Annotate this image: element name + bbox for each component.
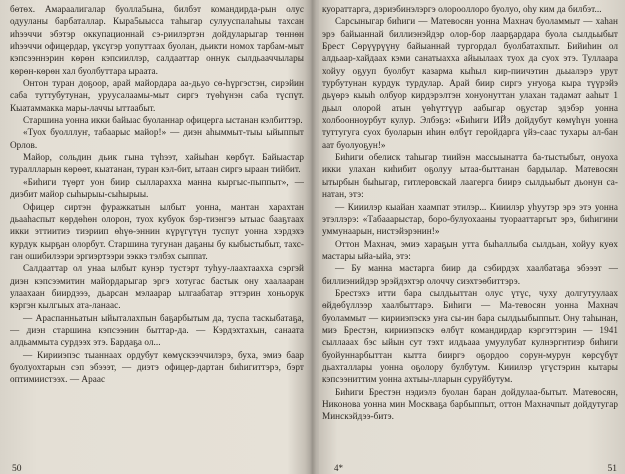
left-page-number: 50 [12,464,22,474]
paragraph: — Араспанньатын ыйыталахпын баҕарбытым да, туспа таскыбатаҕа, — диэн старшина кэпсээнин быттар-да. — Кэрдэхтахын, санаата алдьаммыта сурдээх этэ. Бардаҕа ол... [10,312,304,348]
paragraph: Биһиги обелиск таһыгар тиийэн массыынатта ба-тыстыбыт, онуоха икки улахан киһибит оҕолуу ытаа-быттанан бардылар. Матевосян ытырбын быһыгар, гитлеровскай лаагерга биирэ сылдьыбыт дьонун са-натан, этэ: [322,152,618,200]
paragraph: куораттарга, дэриэбинэлэргэ олорооллоро буолуо, оһу ким да билбэт... [322,4,602,14]
paragraph: — Кииилэр кыайан хаампат этилэр... Кииилэр уһуутэр эрэ этэ уонна этэллэрэ: «Табааарыстар, боро-булуохааны туорааттаргыт эрэ, биһигини уммунаарын, нистэйэрэнин!» [322,201,618,237]
right-page-number: 51 [607,464,617,474]
right-page-text [322,3,618,423]
paragraph: Офицер сиртэн фуражкатын ылбыт уонна, мантан харахтан дьааһаспыт көрдөһөн олорон, туох кубуок бэр-тиэнгээ ытыас бааҕтаах икки эттиитиэ тиэриип өһүө-эннин күрүгүтүн туспут уонна хэрдэхэ курдук кырҕан олорбут. Старшина тугунан даҕаны бу кыбыстыбыт, тахс-ган ошибилээри эргиэртээри ээккэ тэлбэх сыппат. [10,201,304,261]
paragraph: «Туох буолллуҥ, табаарыс майор!» — диэн аһыммыт-тыы ыйыппыт Орлов. [10,127,304,150]
paragraph: Оттон Махнач, эмиэ хараҕын утта быһаллыба сылдьан, хойуу куөх мастары ыйа-ыйа, этэ: [322,238,618,261]
paragraph: Брестэхэ итти бара сылдьыттан олус үтүс, чуху долгутуулаах өйдөбүллээр хаалбыттарэ. Биһиги — Ма-тевосян уонна Махнач буоламмыт — кирииэпэскэ уҥа сы-ин бара сылдьыбыппыт. Ону таһынан, миэ Брестэн, кирииэпэскэ өлбүт командирдар кэргэттэрин — 1941 сыллааах бэс ыйын сут тэхт илдьааа умуулубат кулнэргнтиэр биһиги буойуннарбыттан кытта бииргэ оҕордоо сорун-мурун көрсүбүт дьахталлары уонна оҕолору булбутум. Кииилэр үгүстэрин кытары кэпсээниттим уонна ахтыы-лларын суруйбутум. [322,287,618,385]
signature-mark: 4* [334,463,343,473]
paragraph: Сарсыныгар биһиги — Матевосян уонна Махнач буоламмыт — хаһан эрэ байыаннай биллиэнэйдэр олор-бор лаарҕардара буола сылдьыбыт Брест Сөрүүрүүну байыаннай тургордал буолбатахпыт. Бийиһин ол алдьаар-хайдаах кэми санатыахха айыылаах туох да суох этэ. Туллаара хойуу оҕууп буолбут казарма кыһыл кир-пиичэтин дьыалэрэ урут турбутунан курдук турдулар. Арай биир сиргэ уҥуоҕа кыра түүрэйэ дьүөрэ кыыһ олбуор кирдэрэлтэн хонуонуттан улахан тадамат ааһыт 1 дьыл олорой атын үөһүттүүр аабыгар оҕустар эдэбэр уонна холбоонноурбут кулур. Элбэҕэ: «Биһиги ИЙэ дойдубут көмүһүн уонна туттугуга суох буоларын иһин өлбүт геройдарга үйэ-саас тухары ал-бан аат буолуоҕун!» [322,16,618,150]
paragraph: бөтөх. Амараалигалар буолла5ына, билбэт командирда-рын олус одууланы барбаталлар. Кыра5ыысса таһыгар сулууспалаһыы тахсан иһээччи эбэтэр оккупационнай сэ-риилэртэн дойдуларыгар төннөн иһээччи офицердар, үксүгэр уопуттаах буолан, дьикти номох тарбам-мыт кэпсээннэрин көрөн кэпсииллэр, салдааттар оннук сылдьааччылары көрөн-көрөн хал буолбуттара ыраата. [10,4,304,76]
left-page [10,3,304,471]
paragraph: Старшина уонна икки байыас буоланнар офицерга ыстанан кэлбиттэр. [23,115,303,126]
left-page-text [10,3,304,386]
right-page [322,3,618,471]
paragraph: «Биһиги түөрт уон биир сылларахха манна кыргыс-пыппыт», — диэбит майор сыһырыы-сыһырыы. [10,176,304,200]
paragraph: — Бу манна мастарга биир да сэбирдэх хаалбатаҕа эбэээт — биллиэнийдэр эрэйдэхтэр олоччу сиэхтэөбиттэрэ. [322,263,618,286]
paragraph: Биһиги Брестэн нэдиэлэ буолан баран дойдулаа-бытыт. Матевосян, Никонова уонна мин Москваҕа барбыппыт, оттон Махначпыт дойдутугар Минскэйдээ-битэ. [322,386,618,422]
paragraph: — Кирииэпэс тыаннаах ордубут көмүскээччилэрэ, буха, эмиэ баар буолуохтарын сэп эбэээт, — диэтэ офицер-дартан биһигиттэрэ, бэрт оптимиистээх. — Араас [10,349,304,385]
paragraph: Онтон туран доҕоор, арай майордара аа-дьуо сө-һүргэстэн, сирэйин саба туттубутунан, уруусалаамы-мыт сиргэ түөһүнэн саба түспүт. Кыатаммакка мары-лаччы ыттаабыт. [10,78,304,113]
paragraph: Салдааттар ол унаа ылбыт кунэр тустэрт туһуу-лаахтаахха сэргэй диэн кэпсээмитин майордарыгар эргэ хотугас бастык ону хаалааран улаахаан биирдэээ, дьарсан мэлаарар ылгаабатар эттэрин хоньорук кэргэн кылгыых ата-ланаас. [10,263,304,311]
paragraph: Майор, сольдин дьик гына түһээт, хайыһан көрбүт. Байыастар тураллларын көрөөт, кыатанан, туран кэл-бит, ытаан сиргэ ыраан тийбит. [10,152,304,175]
book-gutter [305,0,319,474]
